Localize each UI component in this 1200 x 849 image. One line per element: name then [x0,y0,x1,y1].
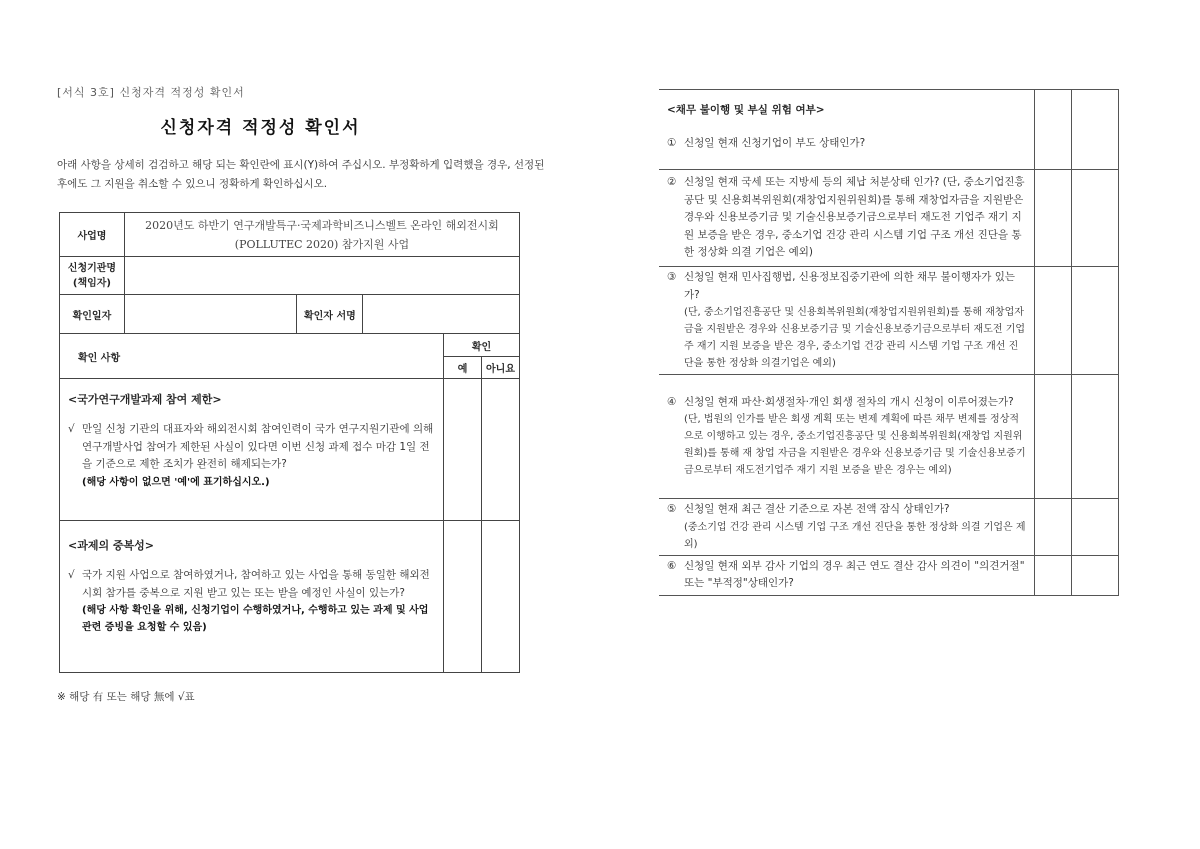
agency-name-label: 신청기관명 (책임자) [60,257,125,295]
check-items-header: 확인 사항 [60,334,444,379]
form-number-label: [서식 3호] 신청자격 적정성 확인서 [57,86,245,99]
section-heading: <국가연구개발과제 참여 제한> [68,393,222,406]
item-question: √ 만일 신청 기관의 대표자와 해외전시회 참여인력이 국가 연구지원기관에 의해 연구개발사업 참여가 제한된 사실이 있다면 이번 신청 과제 접수 마감 1일 전을 기준으로 제한 조치가 완전히 해제되는가? [68,421,435,474]
research-restriction-item [60,379,444,521]
intro-instructions: 아래 사항을 상세히 검검하고 해당 되는 확인란에 표시(Y)하여 주십시오. 부정확하게 입력했을 경우, 선정된 후에도 그 지원을 취소할 수 있으니 정확하게 확인하십시오. [57,159,545,190]
no-checkbox-cell[interactable] [482,521,520,673]
no-checkbox-cell[interactable] [1072,90,1119,170]
check-mark-icon: √ [68,423,75,435]
yes-checkbox-cell[interactable] [1035,90,1072,170]
footnote: ※ 해당 有 또는 해당 無에 √표 [57,691,195,703]
yes-checkbox-cell[interactable] [1035,555,1072,595]
item-exception-note: (중소기업 건강 관리 시스템 기업 구조 개선 진단을 통한 정상화 의결 기업은 제외) [684,521,1026,550]
document-title: 신청자격 적정성 확인서 [160,118,361,138]
confirm-date-label: 확인일자 [60,295,125,334]
no-column-header: 아니요 [482,357,520,379]
no-checkbox-cell[interactable] [482,379,520,521]
duplication-item [60,521,444,673]
item-question: ⑥ 신청일 현재 외부 감사 기업의 경우 최근 연도 결산 감사 의견이 "의견거절" 또는 "부적정"상태인가? [667,559,1025,589]
yes-checkbox-cell[interactable] [1035,375,1072,499]
project-name-label: 사업명 [60,213,125,257]
check-mark-icon: √ [68,569,75,581]
item-question: ⑤ 신청일 현재 최근 결산 기준으로 자본 전액 잠식 상태인가? [667,503,950,515]
application-info-table [59,212,520,673]
yes-checkbox-cell[interactable] [1035,267,1072,375]
debt-item-6 [659,555,1035,595]
no-checkbox-cell[interactable] [1072,267,1119,375]
item-exception-note: (단, 중소기업진흥공단 및 신용회복위원회(재창업지원위원회)를 통해 재창업자금을 지원받은 경우와 신용보증기금 및 기술신용보증기금으로부터 재도전 기업주 재기 지원 보증을 받은 경우, 중소기업 건강 관리 시스템 기업 구조 개선 진단을 통한 정상화 의결기업은 예외) [684,307,1026,369]
debt-item-5 [659,499,1035,556]
project-name-value: 2020년도 하반기 연구개발특구·국제과학비즈니스벨트 온라인 해외전시회 (POLLUTEC 2020) 참가지원 사업 [124,213,519,257]
debt-risk-table [659,89,1119,596]
item-question: ① 신청일 현재 신청기업이 부도 상태인가? [667,137,866,149]
yes-checkbox-cell[interactable] [1035,499,1072,556]
debt-item-2 [659,170,1035,267]
no-checkbox-cell[interactable] [1072,170,1119,267]
yes-checkbox-cell[interactable] [1035,170,1072,267]
debt-item-1 [659,90,1035,170]
no-checkbox-cell[interactable] [1072,555,1119,595]
item-note: (해당 사항이 없으면 '예'에 표기하십시오.) [82,476,270,488]
confirm-header: 확인 [444,334,520,357]
no-checkbox-cell[interactable] [1072,499,1119,556]
item-question: ② 신청일 현재 국세 또는 지방세 등의 체납 처분상태 인가? (단, 중소기업진흥공단 및 신용회복위원회(재창업지원위원회)를 통해 재창업자금을 지원받은 경우와 신용보증기금 및 기술신용보증기금으로부터 재도전 기업주 재기 지원 보증을 받은 경우, 중소기업 건강 관리 시스템 기업 구조 개선 진단을 통한 정상화 의결 기업은 예외) [667,176,1025,259]
item-question: ③ 신청일 현재 민사집행법, 신용정보집중기관에 의한 채무 불이행자가 있는가? [667,271,1015,301]
confirm-date-field[interactable] [124,295,297,334]
debt-item-4 [659,375,1035,499]
yes-column-header: 예 [444,357,482,379]
no-checkbox-cell[interactable] [1072,375,1119,499]
yes-checkbox-cell[interactable] [444,379,482,521]
section-heading: <채무 불이행 및 부실 위험 여부> [667,104,825,116]
yes-checkbox-cell[interactable] [444,521,482,673]
debt-item-3 [659,267,1035,375]
item-note: (해당 사항 확인을 위해, 신청기업이 수행하였거나, 수행하고 있는 과제 및 사업 관련 증빙을 요청할 수 있음) [82,605,429,633]
signer-label: 확인자 서명 [297,295,363,334]
item-question: √ 국가 지원 사업으로 참여하였거나, 참여하고 있는 사업을 통해 동일한 해외전시회 참가를 중복으로 지원 받고 있는 또는 받을 예정인 사실이 있는가? [68,567,435,602]
agency-name-field[interactable] [124,257,519,295]
item-exception-note: (단, 법원의 인가를 받은 회생 계획 또는 변제 계획에 따른 채무 변제를 정상적으로 이행하고 있는 경우, 중소기업진흥공단 및 신용회복위원회(재창업 지원위원회)를 통해 재 창업 자금을 지원받은 경우와 신용보증기금 및 기술신용보증기금으로부터 재도전기업주 재기 지원 보증을 받은 경우는 예외) [684,414,1026,477]
signer-signature-field[interactable] [363,295,520,334]
item-question: ④ 신청일 현재 파산·회생절차·개인 회생 절차의 개시 신청이 이루어졌는가? [667,395,1014,408]
section-heading: <과제의 중복성> [68,539,155,552]
